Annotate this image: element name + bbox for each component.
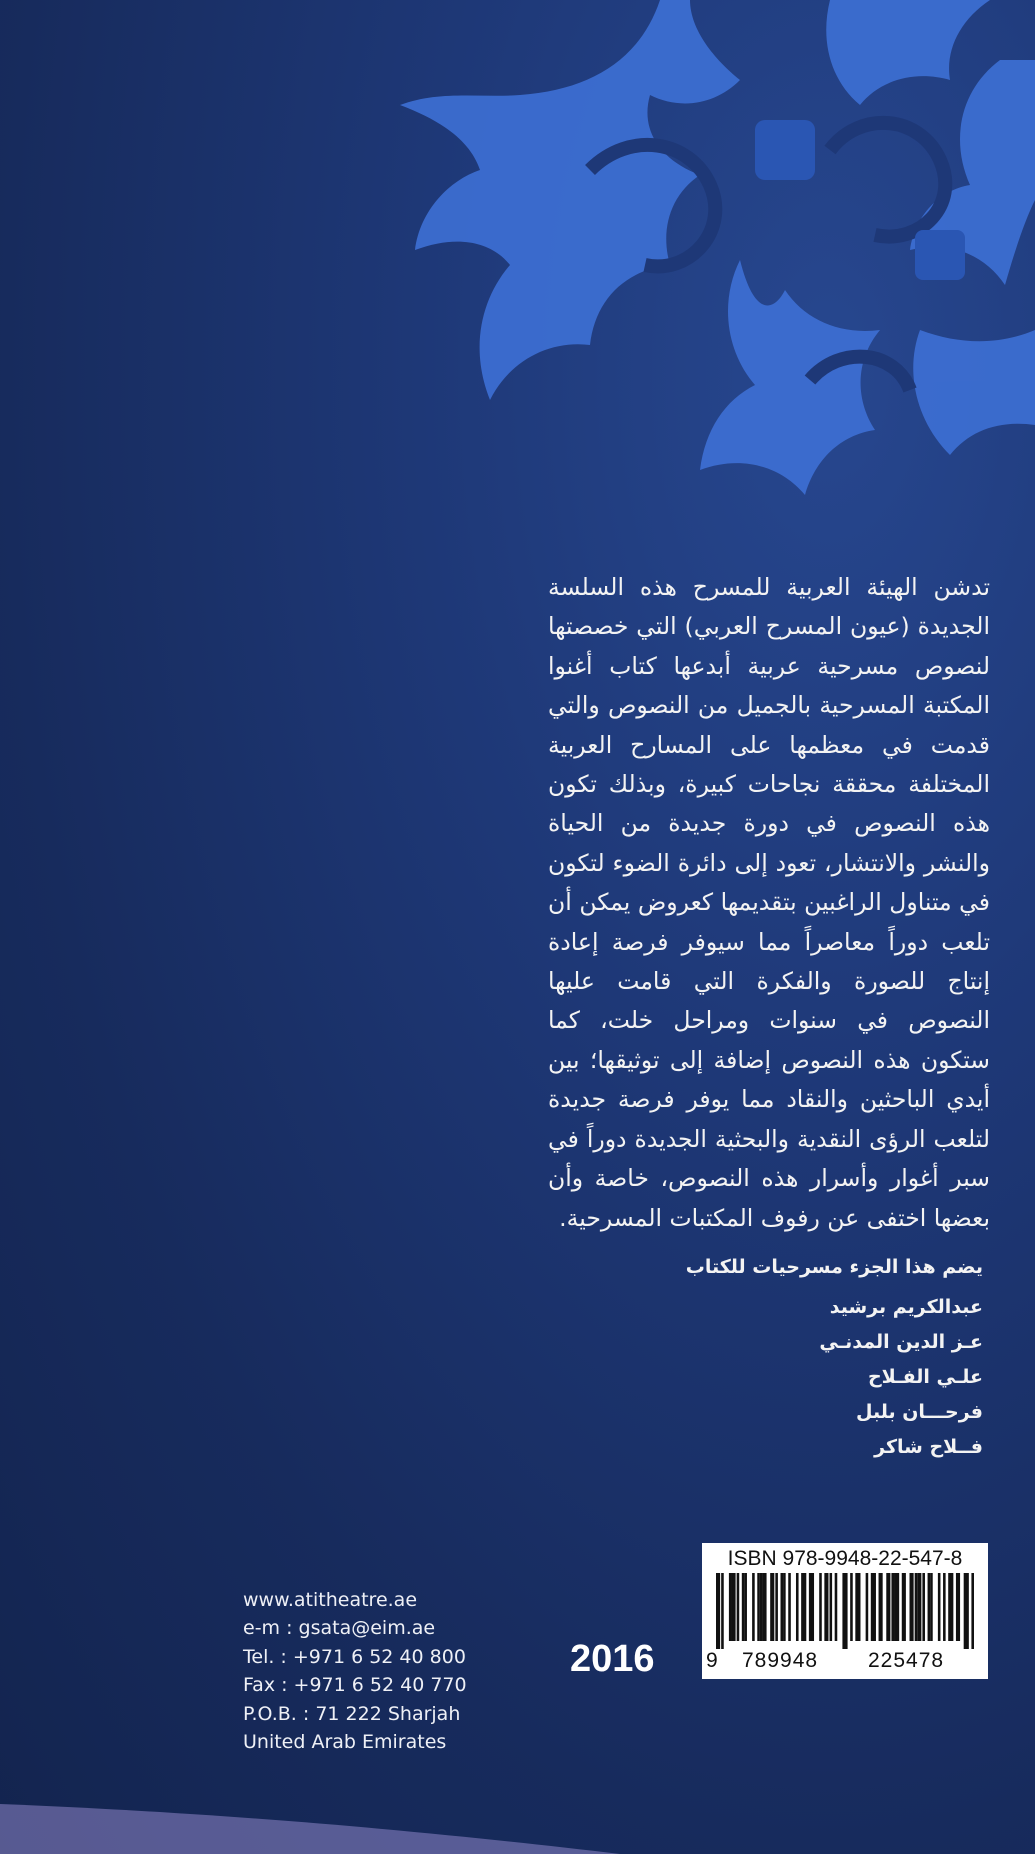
barcode-bar [835,1573,838,1641]
author-list [683,1290,983,1465]
barcode-image [716,1573,974,1649]
barcode-bar [716,1573,720,1649]
barcode-bar [956,1573,960,1641]
isbn-digit-lead: 9 [706,1649,718,1672]
barcode-bar [819,1573,822,1641]
barcode-bar [742,1573,745,1641]
barcode-bar [917,1573,921,1641]
barcode-bar [858,1573,861,1641]
barcode-bar [930,1573,933,1641]
barcode-bar [762,1573,766,1641]
barcode-bar [897,1573,900,1641]
barcode-bar [891,1573,894,1641]
barcode-bar [971,1573,974,1649]
barcode-bar [824,1573,828,1641]
fax-number: Fax : +971 6 52 40 770 [243,1674,467,1697]
arabesque-ornament [360,0,1035,560]
barcode-bar [910,1573,914,1641]
barcode-bar [966,1573,969,1649]
publication-year: 2016 [570,1638,655,1680]
barcode-bar [938,1573,941,1641]
barcode-bar [804,1573,807,1641]
barcode-bar [879,1573,883,1641]
postal-address: P.O.B. : 71 222 Sharjah [243,1702,461,1725]
isbn-digit-group-1: 789948 [742,1649,819,1672]
isbn-barcode-box [702,1543,988,1679]
barcode-bar [729,1573,732,1641]
authors-intro: يضم هذا الجزء مسرحيات للكتاب [685,1256,983,1278]
barcode-bar [783,1573,786,1641]
barcode-bar [744,1573,747,1641]
isbn-digit-group-2: 225478 [868,1649,945,1672]
publisher-contact [243,1586,467,1756]
barcode-bar [873,1573,876,1641]
barcode-bar [915,1573,918,1641]
barcode-bar [951,1573,954,1641]
description-paragraph: تدشن الهيئة العربية للمسرح هذه السلسة الجديدة (عيون المسرح العربي) التي خصصتها لنصوص مسرحية عربية أبدعها كتاب أغنوا المكتبة المسرحية بالجميل من النصوص والتي قدمت في معظمها على المسارح العربية المختلفة محققة نجاحات كبيرة، وبذلك تكون هذه النصوص في دورة جديدة من الحياة والنشر والانتشار، تعود إلى دائرة الضوء لتكون في متناول الراغبين بتقديمها كعروض يمكن أن تلعب دوراً معاصراً مما سيوفر فرصة إعادة إنتاج للصورة والفكرة التي قامت عليها النصوص في سنوات ومراحل خلت، كما ستكون هذه النصوص إضافة إلى توثيقها؛ بين أيدي الباحثين والنقاد مما يوفر فرصة جديدة لتلعب الرؤى النقدية والبحثية الجديدة دوراً في سبر أغوار وأسرار هذه النصوص، خاصة وأن بعضها اختفى عن رفوف المكتبات المسرحية. [548,573,990,1232]
author-name: عبدالكريم برشيد [829,1296,983,1318]
barcode-bar [731,1573,735,1641]
telephone-number: Tel. : +971 6 52 40 800 [243,1645,466,1668]
barcode-bar [866,1573,869,1641]
barcode-bar [752,1573,755,1641]
barcode-bar [796,1573,799,1641]
email-link[interactable]: e-m : gsata@eim.ae [243,1617,436,1640]
barcode-bar [788,1573,791,1641]
author-name: عـز الدين المدنـي [819,1331,983,1353]
barcode-bar [830,1573,833,1641]
barcode-bar [845,1573,848,1649]
barcode-bar [886,1573,890,1641]
country: United Arab Emirates [243,1731,447,1754]
barcode-bar [770,1573,774,1641]
barcode-bar [775,1573,778,1641]
decorative-light-streak [0,1774,1035,1854]
barcode-bar [757,1573,760,1641]
barcode-bar [902,1573,906,1641]
barcode-bar [760,1573,763,1641]
barcode-bar [737,1573,740,1641]
isbn-label: ISBN 978-9948-22-547-8 [727,1547,963,1570]
website-link[interactable]: www.atitheatre.ae [243,1589,418,1611]
author-name: فــلاح شاكر [874,1436,983,1458]
barcode-bar [842,1573,845,1649]
author-name: فرحـــان بلبل [855,1401,983,1423]
barcode-bar [811,1573,814,1641]
barcode-bar [850,1573,853,1641]
author-name: علـي الفـلاح [867,1366,983,1388]
barcode-bar [781,1573,784,1641]
barcode-bar [721,1573,724,1649]
barcode-bar [922,1573,925,1641]
barcode-bar [943,1573,946,1641]
barcode-bar [928,1573,931,1641]
